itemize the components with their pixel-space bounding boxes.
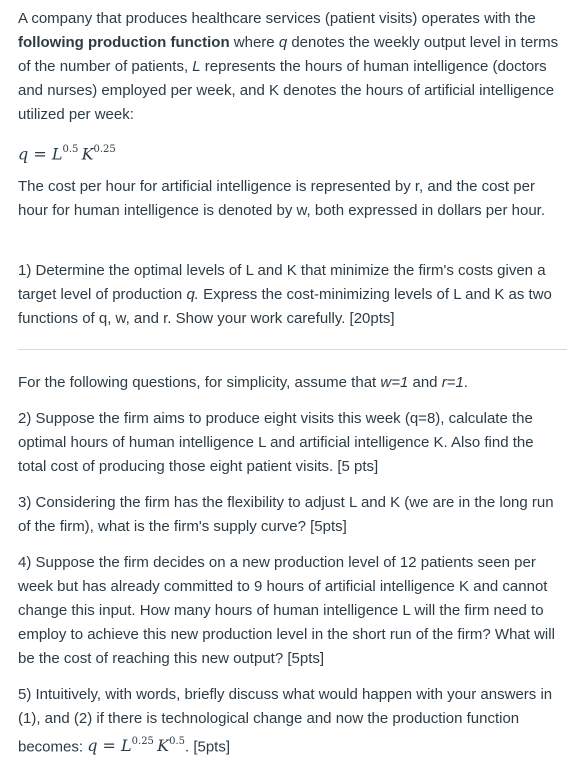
question-3: 3) Considering the firm has the flexibility to adjust L and K (we are in the long run of the firm), what is the firm's supply curve? [5pts] [18,494,554,535]
assumption-and: and [408,374,442,391]
question-4: 4) Suppose the firm decides on a new production level of 12 patients seen per week but has already committed to 9 hours of artificial intelligence K and cannot change this input. How many hours of human intelligence L will the firm need to employ to achieve this new production level in the short run of the firm? What will be the cost of reaching this new output? [5pts] [18,554,555,667]
section-divider [18,349,567,350]
q5-formula-base-l: L [121,736,132,756]
formula-base-l: L [51,144,63,164]
question-1 [18,259,566,331]
assumption-r: r=1 [441,374,464,391]
intro-text-1: A company that produces healthcare services (patient visits) operates with the [18,10,536,27]
q5-formula-base-k: K [157,736,170,756]
q1-italic: q. [186,286,199,303]
assumption-paragraph [18,371,566,395]
formula-exponent-k: 0.25 [93,144,116,155]
q1-text-1: 1) Determine the optimal levels of L and K that minimize the firm's costs given a target level of production [18,262,546,303]
intro-paragraph [18,7,566,127]
formula-lhs: q = [18,144,52,164]
q1-text-2: Express the cost-minimizing levels of L and K as two functions of q, w, and r. Show your work carefully. [20pts] [18,286,552,327]
formula-exponent-l: 0.5 [62,144,79,155]
question-5 [18,683,566,759]
question-2: 2) Suppose the firm aims to produce eight visits this week (q=8), calculate the optimal hours of human intelligence L and artificial intelligence K. Also find the total cost of producing those eight patient visits. [5 pts] [18,410,534,475]
assumption-w: w=1 [380,374,409,391]
q5-formula-exponent-l: 0.25 [131,736,154,747]
assumption-text: For the following questions, for simplicity, assume that [18,374,381,391]
intro-text-2: where [229,34,279,51]
q5-text-2: . [5pts] [184,738,231,756]
formula-base-k: K [81,144,94,164]
intro-text-3: denotes the weekly output level in terms of the number of patients, [18,34,559,75]
production-function-formula [18,139,566,166]
q5-formula [87,736,185,755]
assumption-end: . [463,374,468,391]
q5-formula-lhs: q = [87,736,122,756]
cost-paragraph: The cost per hour for artificial intelligence is represented by r, and the cost per hour for human intelligence is denoted by w, both expressed in dollars per hour. [18,178,545,219]
q5-formula-exponent-k: 0.5 [169,736,185,747]
q-symbol: q [278,34,288,51]
q5-text-1: 5) Intuitively, with words, briefly discuss what would happen with your answers in (1), and (2) if there is technological change and now the production function becomes: [18,686,553,756]
intro-bold-text: following production function [18,34,230,51]
l-symbol: L [192,58,201,75]
intro-text-4: represents the hours of human intelligence (doctors and nurses) employed per week, and K denotes the hours of artificial intelligence utilized per week: [18,58,555,123]
